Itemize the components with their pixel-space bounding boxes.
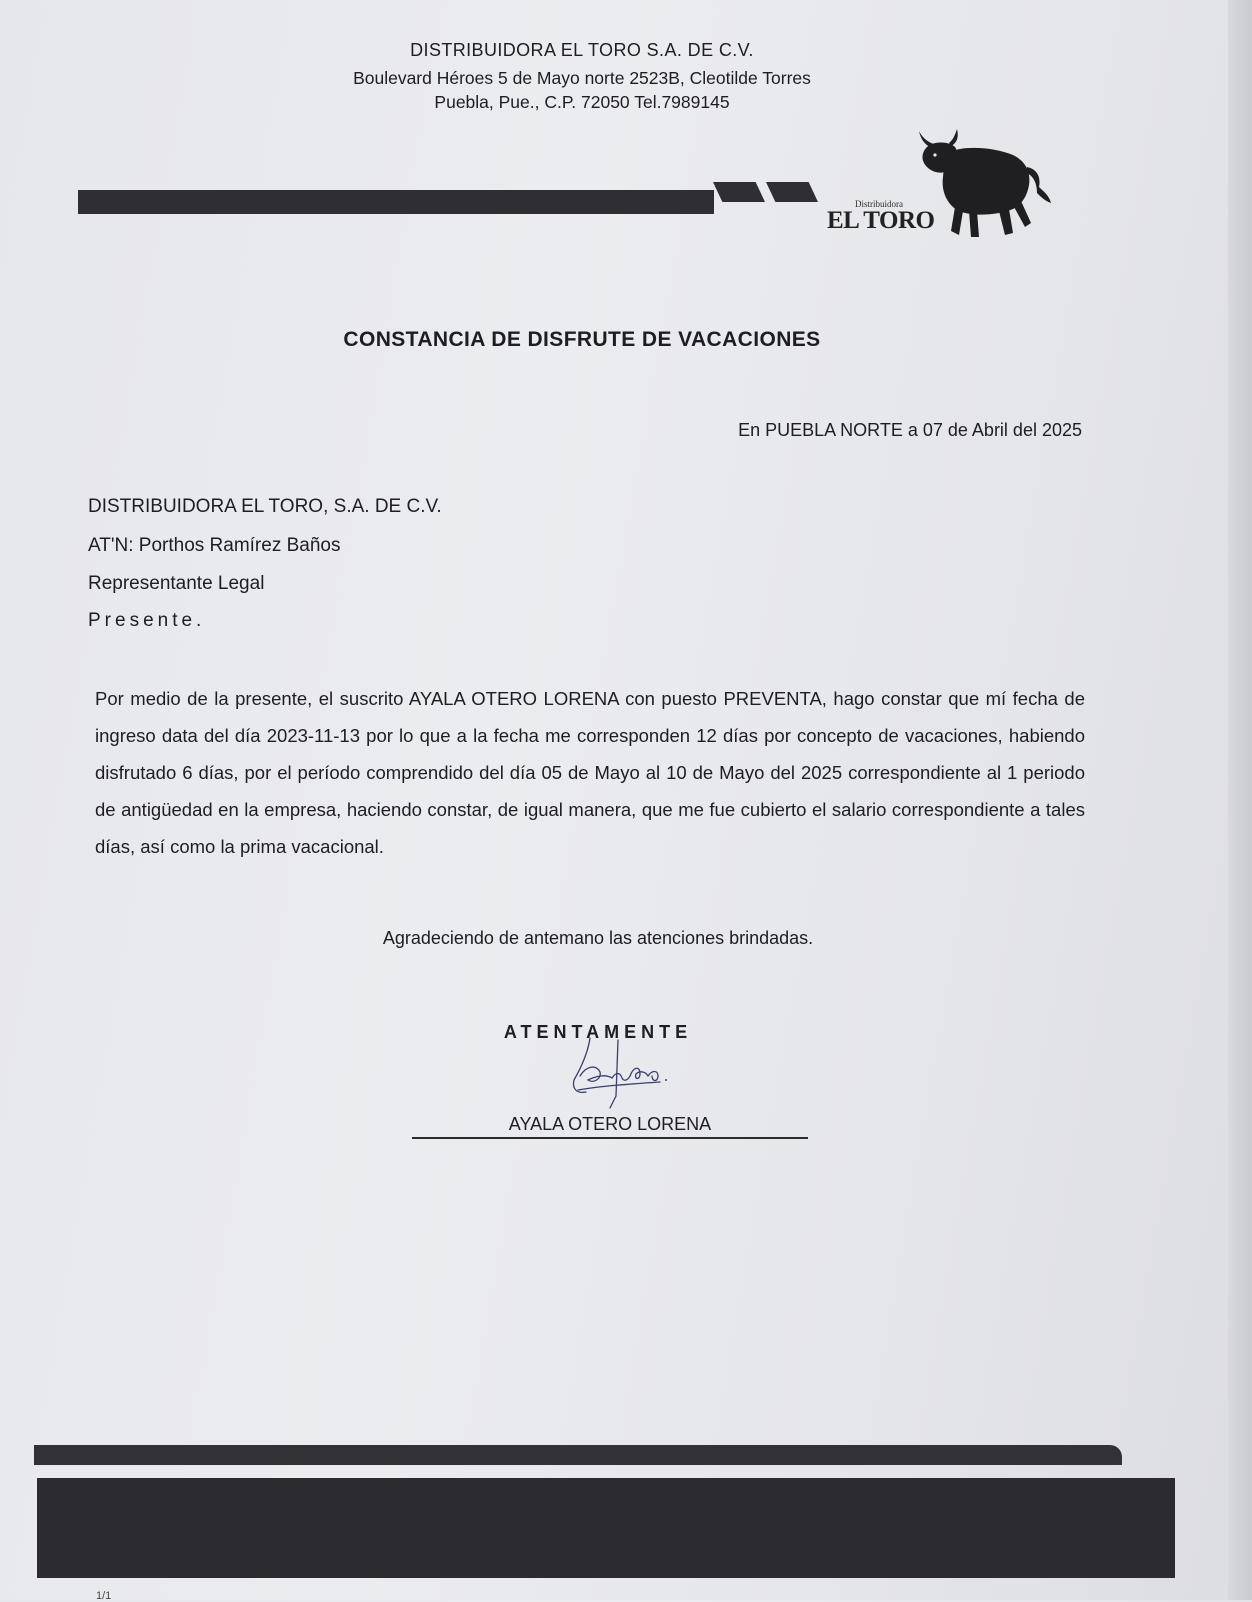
footer-block xyxy=(37,1478,1175,1578)
header-divider-bar xyxy=(78,190,714,214)
body-paragraph: Por medio de la presente, el suscrito AYALA OTERO LORENA con puesto PREVENTA, hago constar que mí fecha de ingreso data del día 2023-11-13 por lo que a la fecha me corresponden 12 días por concepto de vacaciones, habiendo disfrutado 6 días, por el período comprendido del día 05 de Mayo al 10 de Mayo del 2025 correspondiente al 1 periodo de antigüedad en la empresa, haciendo constar, de igual manera, que me fue cubierto el salario correspondiente a tales días, así como la prima vacacional. xyxy=(95,688,1085,857)
handwritten-signature xyxy=(570,1036,680,1111)
document-title: CONSTANCIA DE DISFRUTE DE VACACIONES xyxy=(343,328,821,351)
signer-name: AYALA OTERO LORENA xyxy=(508,1114,712,1134)
company-logo xyxy=(825,125,1050,250)
header-chevron xyxy=(713,182,765,202)
recipient-company: DISTRIBUIDORA EL TORO, S.A. DE C.V. xyxy=(88,496,442,517)
recipient-presente: Presente. xyxy=(88,610,206,631)
paper-edge-shadow xyxy=(1228,0,1252,1600)
logo-small-text: Distribuidora xyxy=(855,199,903,209)
recipient-role: Representante Legal xyxy=(88,573,265,594)
logo-main-text: EL TORO xyxy=(827,207,935,234)
header-chevron xyxy=(766,182,818,202)
recipient-attention: AT'N: Porthos Ramírez Baños xyxy=(88,535,341,556)
footer-bar xyxy=(34,1445,1122,1465)
header-address-line2: Puebla, Pue., C.P. 72050 Tel.7989145 xyxy=(434,92,730,112)
place-and-date: En PUEBLA NORTE a 07 de Abril del 2025 xyxy=(738,420,1082,440)
header-address-line1: Boulevard Héroes 5 de Mayo norte 2523B, Cleotilde Torres xyxy=(353,68,811,88)
bull-icon xyxy=(913,125,1053,245)
page-number: 1/1 xyxy=(96,1590,112,1602)
closing-atentamente: ATENTAMENTE xyxy=(503,1022,693,1042)
thanks-line: Agradeciendo de antemano las atenciones brindadas. xyxy=(382,928,814,948)
header-company-name: DISTRIBUIDORA EL TORO S.A. DE C.V. xyxy=(410,40,754,60)
signature-line xyxy=(412,1137,808,1139)
